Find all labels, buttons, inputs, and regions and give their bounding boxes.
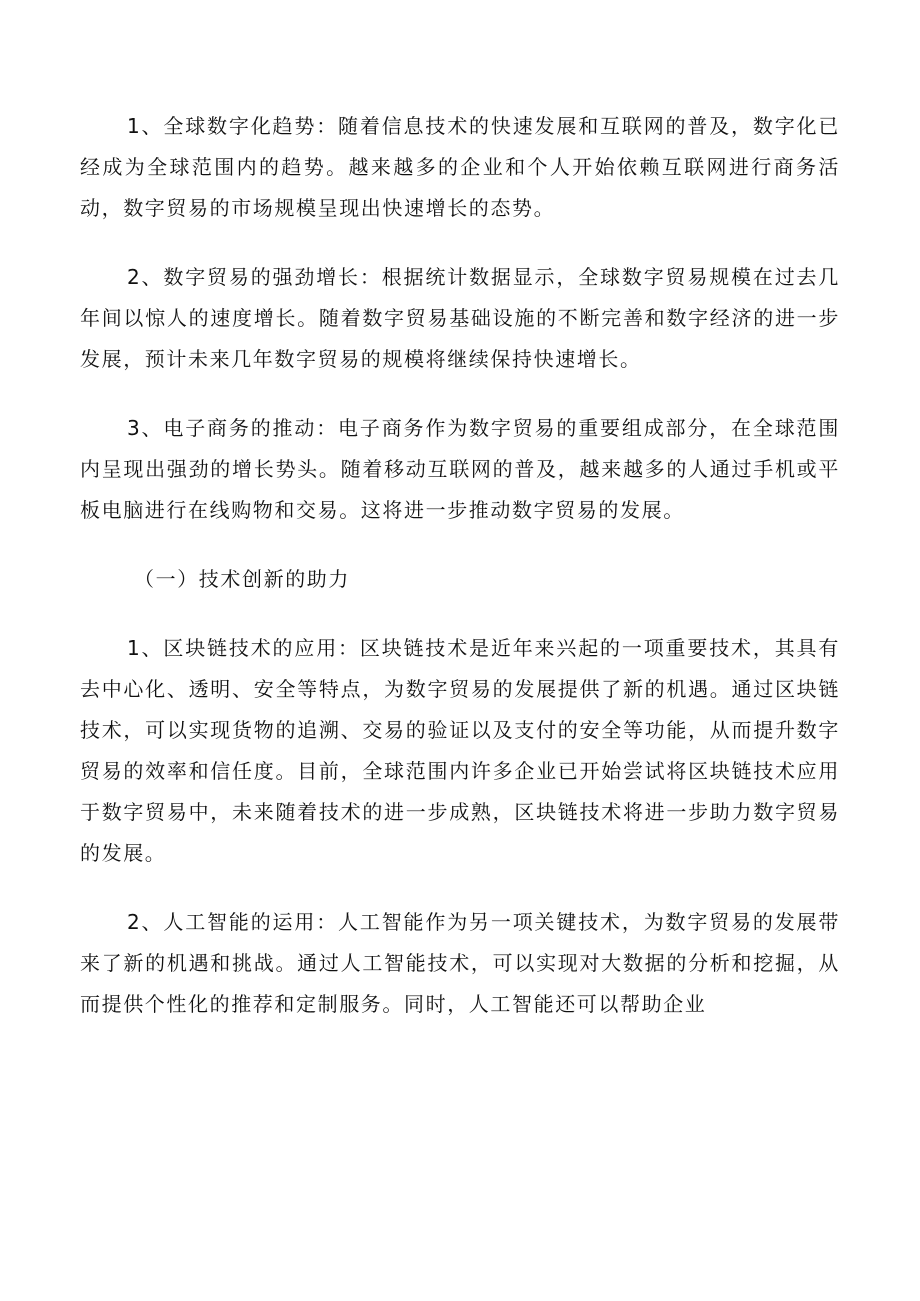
paragraph-blockchain-application: 1、区块链技术的应用：区块链技术是近年来兴起的一项重要技术，其具有去中心化、透明、安全等特点，为数字贸易的发展提供了新的机遇。通过区块链技术，可以实现货物的追溯、交易的验证以及支付的安全等功能，从而提升数字贸易的效率和信任度。目前，全球范围内许多企业已开始尝试将区块链技术应用于数字贸易中，未来随着技术的进一步成熟，区块链技术将进一步助力数字贸易的发展。 xyxy=(80,636,840,865)
document-body xyxy=(80,106,840,1025)
section-heading-tech-innovation: （一）技术创新的助力 xyxy=(134,567,350,591)
paragraph-global-digitalization-trend: 1、全球数字化趋势：随着信息技术的快速发展和互联网的普及，数字化已经成为全球范围内的趋势。越来越多的企业和个人开始依赖互联网进行商务活动，数字贸易的市场规模呈现出快速增长的态势。 xyxy=(80,114,840,220)
paragraph-digital-trade-growth: 2、数字贸易的强劲增长：根据统计数据显示，全球数字贸易规模在过去几年间以惊人的速度增长。随着数字贸易基础设施的不断完善和数字经济的进一步发展，预计未来几年数字贸易的规模将继续保持快速增长。 xyxy=(80,265,840,371)
paragraph-ecommerce-driver: 3、电子商务的推动：电子商务作为数字贸易的重要组成部分，在全球范围内呈现出强劲的增长势头。随着移动互联网的普及，越来越多的人通过手机或平板电脑进行在线购物和交易。这将进一步推动数字贸易的发展。 xyxy=(80,416,840,522)
paragraph-ai-application: 2、人工智能的运用：人工智能作为另一项关键技术，为数字贸易的发展带来了新的机遇和挑战。通过人工智能技术，可以实现对大数据的分析和挖掘，从而提供个性化的推荐和定制服务。同时，人工智能还可以帮助企业 xyxy=(80,910,840,1016)
